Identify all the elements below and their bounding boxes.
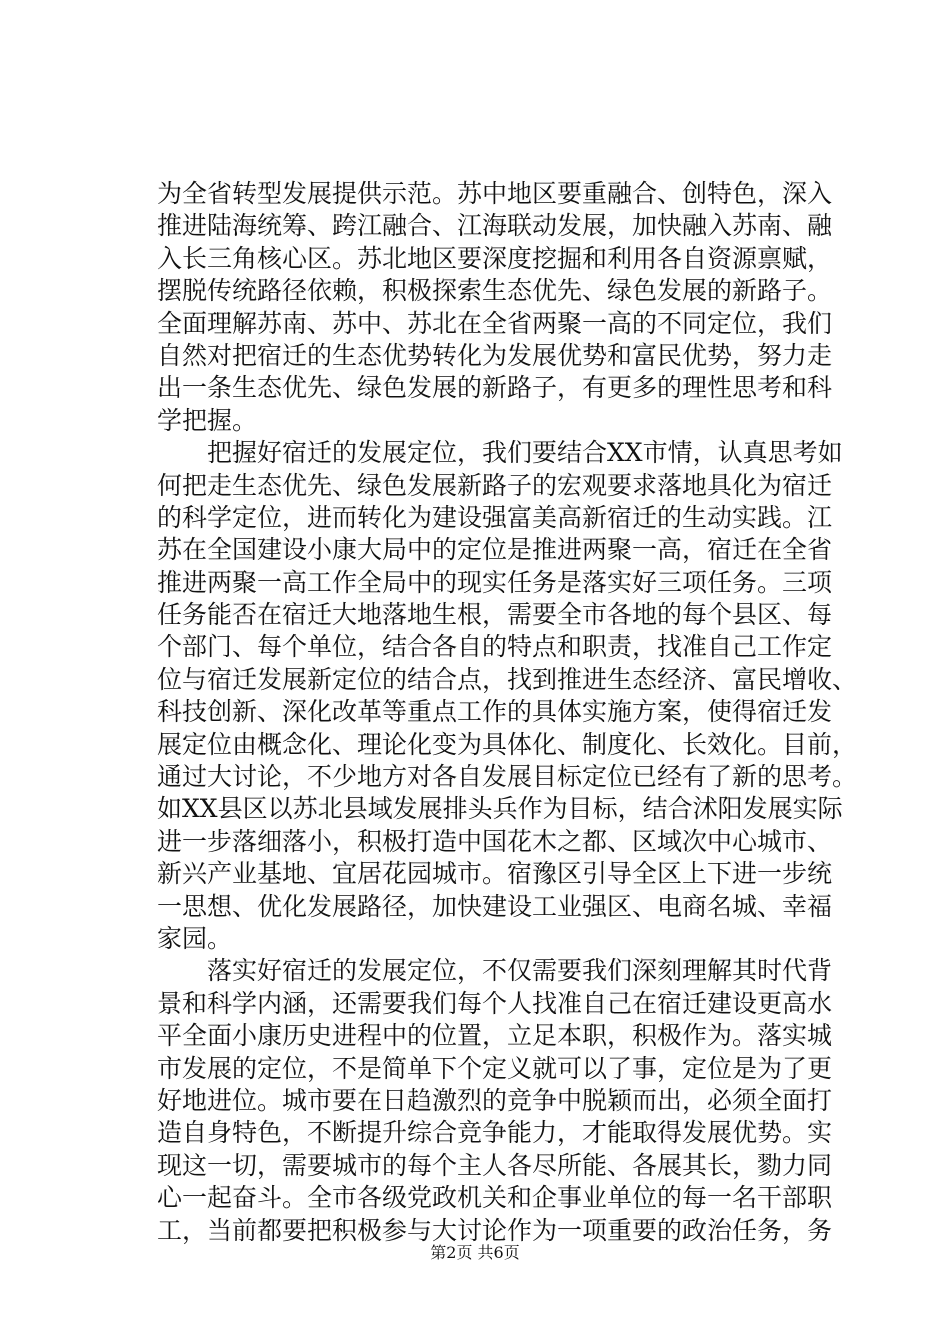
page-number-footer: 第2页 共6页 bbox=[430, 1243, 520, 1262]
text-line: 景和科学内涵，还需要我们每个人找准自己在宿迁建设更高水 bbox=[157, 988, 833, 1018]
text-line: 入长三角核心区。苏北地区要深度挖掘和利用各自资源禀赋， bbox=[157, 243, 833, 273]
text-line: 平全面小康历史进程中的位置，立足本职，积极作为。落实城 bbox=[157, 1021, 833, 1051]
text-line: 落实好宿迁的发展定位，不仅需要我们深刻理解其时代背 bbox=[157, 956, 833, 986]
text-line: 一思想、优化发展路径，加快建设工业强区、电商名城、幸福 bbox=[157, 891, 833, 921]
text-line: 学把握。 bbox=[157, 405, 258, 435]
text-line: 通过大讨论，不少地方对各自发展目标定位已经有了新的思考。 bbox=[157, 762, 858, 792]
text-line: 推进两聚一高工作全局中的现实任务是落实好三项任务。三项 bbox=[157, 567, 833, 597]
text-line: 摆脱传统路径依赖，积极探索生态优先、绿色发展的新路子。 bbox=[157, 276, 833, 306]
text-line: 推进陆海统筹、跨江融合、江海联动发展，加快融入苏南、融 bbox=[157, 211, 833, 241]
text-line: 出一条生态优先、绿色发展的新路子，有更多的理性思考和科 bbox=[157, 373, 833, 403]
text-line: 何把走生态优先、绿色发展新路子的宏观要求落地具化为宿迁 bbox=[157, 470, 833, 500]
text-line: 新兴产业基地、宜居花园城市。宿豫区引导全区上下进一步统 bbox=[157, 859, 833, 889]
text-line: 个部门、每个单位，结合各自的特点和职责，找准自己工作定 bbox=[157, 632, 833, 662]
text-line: 苏在全国建设小康大局中的定位是推进两聚一高，宿迁在全省 bbox=[157, 535, 833, 565]
text-line: 市发展的定位，不是简单下个定义就可以了事，定位是为了更 bbox=[157, 1053, 833, 1083]
text-line: 展定位由概念化、理论化变为具体化、制度化、长效化。目前， bbox=[157, 729, 858, 759]
text-line: 进一步落细落小，积极打造中国花木之都、区域次中心城市、 bbox=[157, 826, 833, 856]
text-line: 心一起奋斗。全市各级党政机关和企事业单位的每一名干部职 bbox=[157, 1183, 833, 1213]
text-line: 任务能否在宿迁大地落地生根，需要全市各地的每个县区、每 bbox=[157, 600, 833, 630]
text-line: 全面理解苏南、苏中、苏北在全省两聚一高的不同定位，我们 bbox=[157, 308, 833, 338]
text-line: 把握好宿迁的发展定位，我们要结合XX市情，认真思考如 bbox=[157, 438, 843, 468]
text-line: 家园。 bbox=[157, 923, 233, 953]
text-line: 自然对把宿迁的生态优势转化为发展优势和富民优势，努力走 bbox=[157, 340, 833, 370]
text-line: 如XX县区以苏北县域发展排头兵作为目标，结合沭阳发展实际 bbox=[157, 794, 843, 824]
text-line: 造自身特色，不断提升综合竞争能力，才能取得发展优势。实 bbox=[157, 1118, 833, 1148]
text-line: 好地进位。城市要在日趋激烈的竞争中脱颖而出，必须全面打 bbox=[157, 1085, 833, 1115]
text-line: 位与宿迁发展新定位的结合点，找到推进生态经济、富民增收、 bbox=[157, 664, 858, 694]
body-text bbox=[157, 178, 858, 1247]
text-line: 为全省转型发展提供示范。苏中地区要重融合、创特色，深入 bbox=[157, 179, 833, 208]
text-line: 工，当前都要把积极参与大讨论作为一项重要的政治任务，务 bbox=[157, 1215, 833, 1245]
text-line: 科技创新、深化改革等重点工作的具体实施方案，使得宿迁发 bbox=[157, 697, 833, 727]
text-line: 现这一切，需要城市的每个主人各尽所能、各展其长，勠力同 bbox=[157, 1150, 833, 1180]
text-line: 的科学定位，进而转化为建设强富美高新宿迁的生动实践。江 bbox=[157, 502, 833, 532]
